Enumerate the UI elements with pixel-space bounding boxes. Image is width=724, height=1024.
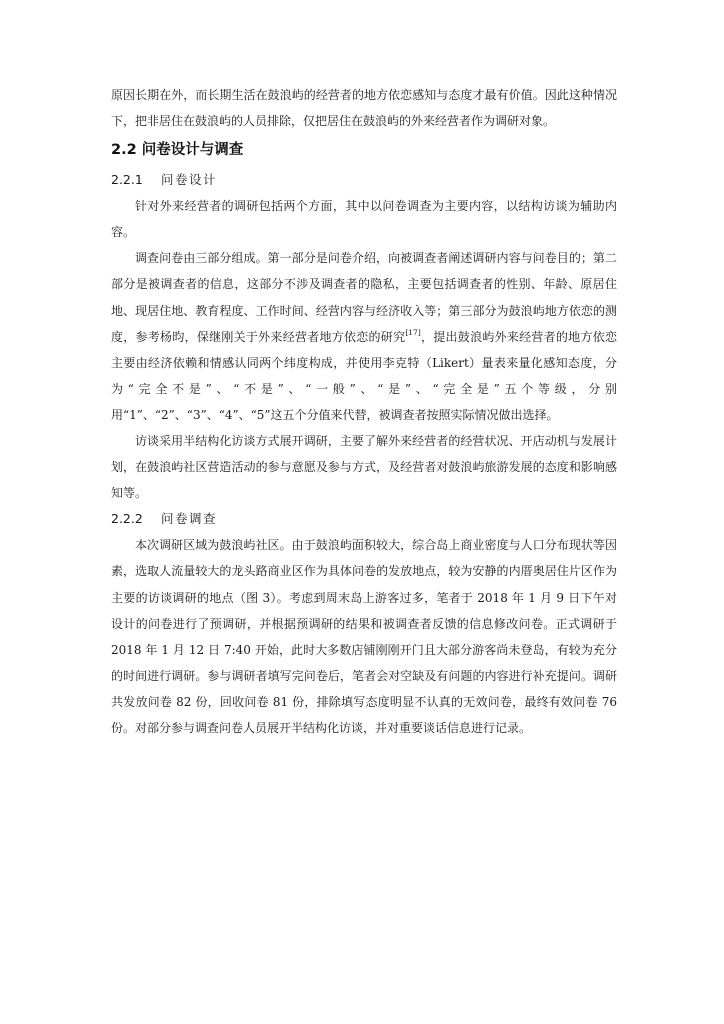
paragraph-text: ，提出鼓浪屿外来经营者的地方依恋主要由经济依赖和情感认同两个纬度构成，并使用李克特（Likert）量表来量化感知态度，分为“完全不是”、“不是”、“一般”、“是”、“完全是”五个等级，分别用“1”、“2”、“3”、“4”、“5”这五个分值来代替，被调查者按照实际情况做出选择。: [111, 329, 617, 422]
intro-paragraph: 原因长期在外，而长期生活在鼓浪屿的经营者的地方依恋感知与态度才最有价值。因此这种情况下，把非居住在鼓浪屿的人员排除，仅把居住在鼓浪屿的外来经营者作为调研对象。: [111, 88, 617, 129]
paragraph-survey-scope: 针对外来经营者的调研包括两个方面，其中以问卷调查为主要内容，以结构访谈为辅助内容。: [111, 199, 617, 240]
section-heading: [111, 137, 617, 163]
paragraph-text: 调查问卷由三部分组成。第一部分是问卷介绍，向被调查者阐述调研内容与问卷目的；第二部分是被调查者的信息，这部分不涉及调查者的隐私，主要包括调查者的性别、年龄、原居住地、现居住地、教育程度、工作时间、经营内容与经济收入等；第三部分为鼓浪屿地方依恋的测度，参考杨昀，保继刚关于外来经营者地方依恋的研究: [111, 251, 617, 344]
section-number: 2.2: [111, 142, 137, 159]
subsection-title: 问卷设计: [161, 172, 218, 188]
subsection-heading-design: [111, 167, 617, 193]
page-body: [111, 82, 617, 741]
paragraph-interview-method: 访谈采用半结构化访谈方式展开调研，主要了解外来经营者的经营状况、开店动机与发展计划，在鼓浪屿社区营造活动的参与意愿及参与方式，及经营者对鼓浪屿旅游发展的态度和影响感知等。: [111, 434, 617, 501]
subsection-title: 问卷调查: [161, 511, 218, 527]
subsection-number: 2.2.2: [111, 511, 143, 527]
paragraph-survey-process: 本次调研区域为鼓浪屿社区。由于鼓浪屿面积较大，综合岛上商业密度与人口分布现状等因素，选取人流量较大的龙头路商业区作为具体问卷的发放地点，较为安静的内厝奥居住片区作为主要的访谈调研的地点（图 3）。考虑到周末岛上游客过多，笔者于 2018 年 1 月 9 日下午对设计的问卷进行了预调研，并根据预调研的结果和被调查者反馈的信息修改问卷。正式调研于 2018 年 1 月 12 日 7:40 开始，此时大多数店铺刚刚开门且大部分游客尚未登岛，有较为充分的时间进行调研。参与调研者填写完问卷后，笔者会对空缺及有问题的内容进行补充提问。调研共发放问卷 82 份，回收问卷 81 份，排除填写态度明显不认真的无效问卷，最终有效问卷 76 份。对部分参与调查问卷人员展开半结构化访谈，并对重要谈话信息进行记录。: [111, 538, 617, 735]
citation-reference: [17]: [405, 327, 421, 337]
paragraph-questionnaire-structure: [111, 245, 617, 428]
subsection-number: 2.2.1: [111, 172, 143, 188]
subsection-heading-survey: [111, 506, 617, 532]
section-title: 问卷设计与调查: [141, 142, 244, 159]
